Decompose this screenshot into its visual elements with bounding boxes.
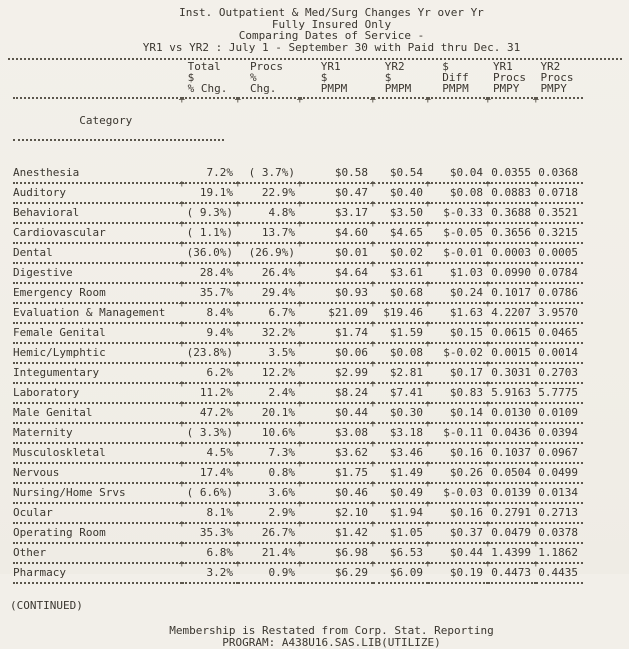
cell-category: Emergency Room — [13, 283, 182, 303]
cell-procs-pct-chg: 20.1% + — [238, 403, 300, 423]
cell-total-pct-chg: (23.8%) + — [182, 343, 238, 363]
cell-yr1-procs-pmpy: 0.0883 + — [488, 183, 536, 203]
cell-yr2-procs-pmpy: 0.3521 + — [536, 203, 583, 223]
cell-yr2-procs-pmpy: 0.0967 + — [536, 443, 583, 463]
table-row — [13, 383, 583, 403]
cell-yr2-procs-pmpy: 0.2713 + — [536, 503, 583, 523]
table-row — [13, 423, 583, 443]
cell-procs-pct-chg: 0.8% + — [238, 463, 300, 483]
cell-procs-pct-chg: 6.7% + — [238, 303, 300, 323]
cell-yr1-procs-pmpy: 0.0139 + — [488, 483, 536, 503]
cell-yr2-pmpm: $1.49 + — [373, 463, 428, 483]
col-header-procs-pct-chg — [238, 60, 300, 98]
col-header-text: YR2 $ PMPM — [384, 60, 412, 95]
cell-diff-pmpm: $-0.02 + — [428, 343, 488, 363]
cell-yr1-procs-pmpy: 0.0504 + — [488, 463, 536, 483]
cell-yr1-procs-pmpy: 0.1017 + — [488, 283, 536, 303]
cell-yr2-pmpm: $0.02 + — [373, 243, 428, 263]
cell-total-pct-chg: (36.0%) + — [182, 243, 238, 263]
cell-diff-pmpm: $-0.33 + — [428, 203, 488, 223]
cell-yr2-pmpm: $1.05 + — [373, 523, 428, 543]
cell-yr1-pmpm: $1.75 + — [300, 463, 373, 483]
table-row — [13, 443, 583, 463]
cell-yr1-procs-pmpy: 0.0436 + — [488, 423, 536, 443]
cell-total-pct-chg: 6.8% + — [182, 543, 238, 563]
cell-yr2-pmpm: $2.81 + — [373, 363, 428, 383]
cell-total-pct-chg: 6.2% + — [182, 363, 238, 383]
cell-category: Musculoskletal — [13, 443, 182, 463]
cell-diff-pmpm: $0.04 + — [428, 164, 488, 183]
category-label: Category — [79, 113, 133, 127]
table-row — [13, 363, 583, 383]
cell-yr1-procs-pmpy: 0.0015 + — [488, 343, 536, 363]
cell-total-pct-chg: 3.2% — [182, 563, 238, 583]
cell-category: Nervous — [13, 463, 182, 483]
cell-category: Pharmacy — [13, 563, 182, 583]
cell-total-pct-chg: ( 9.3%) + — [182, 203, 238, 223]
col-header-text: YR1 Procs PMPY — [492, 60, 527, 95]
cell-yr1-pmpm: $3.17 + — [300, 203, 373, 223]
cell-yr2-procs-pmpy: 0.0368 + — [536, 164, 583, 183]
cell-yr1-procs-pmpy: 1.4399 + — [488, 543, 536, 563]
report-comparing-line: Comparing Dates of Service - — [238, 29, 425, 42]
cell-yr1-procs-pmpy: 0.3656 + — [488, 223, 536, 243]
cell-category: Integumentary — [13, 363, 182, 383]
cell-procs-pct-chg: 4.8% + — [238, 203, 300, 223]
col-header-text: Total $ % Chg. — [187, 60, 228, 95]
cell-yr2-procs-pmpy: 0.0134 + — [536, 483, 583, 503]
cell-yr2-pmpm: $1.59 + — [373, 323, 428, 343]
cell-yr1-pmpm: $0.47 + — [300, 183, 373, 203]
cell-yr1-pmpm: $1.74 + — [300, 323, 373, 343]
cell-diff-pmpm: $0.14 + — [428, 403, 488, 423]
cell-procs-pct-chg: 26.7% + — [238, 523, 300, 543]
table-row — [13, 343, 583, 363]
cell-procs-pct-chg: (26.9%) + — [238, 243, 300, 263]
cell-yr1-procs-pmpy: 0.0990 + — [488, 263, 536, 283]
col-header-text: YR1 $ PMPM — [320, 60, 348, 95]
table-row — [13, 203, 583, 223]
footer-notes — [0, 625, 629, 648]
cell-yr1-procs-pmpy: 0.1037 + — [488, 443, 536, 463]
report-header — [0, 0, 629, 53]
cell-procs-pct-chg: 29.4% + — [238, 283, 300, 303]
cell-yr2-pmpm: $3.18 + — [373, 423, 428, 443]
cell-yr2-pmpm: $0.08 + — [373, 343, 428, 363]
cell-yr1-pmpm: $0.93 + — [300, 283, 373, 303]
cell-procs-pct-chg: 21.4% + — [238, 543, 300, 563]
report-table-head — [13, 60, 583, 98]
cell-total-pct-chg: 28.4% + — [182, 263, 238, 283]
cell-yr2-pmpm: $3.61 + — [373, 263, 428, 283]
cell-yr2-procs-pmpy: 0.4435 — [536, 563, 583, 583]
cell-yr1-pmpm: $0.06 + — [300, 343, 373, 363]
cell-yr2-procs-pmpy: 0.3215 + — [536, 223, 583, 243]
cell-yr1-procs-pmpy: 0.2791 + — [488, 503, 536, 523]
cell-yr2-procs-pmpy: 0.0109 + — [536, 403, 583, 423]
cell-diff-pmpm: $0.08 + — [428, 183, 488, 203]
cell-category: Anesthesia — [13, 164, 182, 183]
cell-yr1-procs-pmpy: 4.2207 + — [488, 303, 536, 323]
cell-yr1-pmpm: $2.99 + — [300, 363, 373, 383]
cell-procs-pct-chg: 2.4% + — [238, 383, 300, 403]
cell-procs-pct-chg: 12.2% + — [238, 363, 300, 383]
cell-yr1-pmpm: $4.64 + — [300, 263, 373, 283]
cell-procs-pct-chg: 10.6% + — [238, 423, 300, 443]
cell-diff-pmpm: $1.63 + — [428, 303, 488, 323]
cell-yr1-pmpm: $1.42 + — [300, 523, 373, 543]
report-table — [13, 60, 583, 584]
cell-diff-pmpm: $0.17 + — [428, 363, 488, 383]
cell-yr1-pmpm: $6.29 — [300, 563, 373, 583]
cell-diff-pmpm: $-0.01 + — [428, 243, 488, 263]
cell-yr2-pmpm: $4.65 + — [373, 223, 428, 243]
cell-yr2-pmpm: $19.46 + — [373, 303, 428, 323]
cell-yr2-procs-pmpy: 0.0718 + — [536, 183, 583, 203]
col-header-yr2-procs-pmpy — [536, 60, 583, 98]
cell-yr2-procs-pmpy: 0.2703 + — [536, 363, 583, 383]
table-row — [13, 164, 583, 183]
cell-yr1-procs-pmpy: 0.0355 + — [488, 164, 536, 183]
cell-total-pct-chg: 11.2% + — [182, 383, 238, 403]
cell-yr2-pmpm: $7.41 + — [373, 383, 428, 403]
cell-yr2-procs-pmpy: 0.0014 + — [536, 343, 583, 363]
table-row — [13, 463, 583, 483]
cell-category: Female Genital — [13, 323, 182, 343]
table-row — [13, 263, 583, 283]
cell-yr2-pmpm: $0.54 + — [373, 164, 428, 183]
cell-category: Auditory — [13, 183, 182, 203]
table-row — [13, 323, 583, 343]
table-row — [13, 223, 583, 243]
cell-total-pct-chg: 7.2% + — [182, 164, 238, 183]
cell-procs-pct-chg: ( 3.7%) + — [238, 164, 300, 183]
cell-diff-pmpm: $0.16 + — [428, 503, 488, 523]
cell-total-pct-chg: ( 1.1%) + — [182, 223, 238, 243]
cell-yr1-pmpm: $2.10 + — [300, 503, 373, 523]
table-row — [13, 283, 583, 303]
col-header-yr1-pmpm — [300, 60, 373, 98]
col-header-text: YR2 Procs PMPY — [540, 60, 574, 95]
cell-diff-pmpm: $-0.03 + — [428, 483, 488, 503]
cell-category: Maternity — [13, 423, 182, 443]
table-row — [13, 403, 583, 423]
cell-yr2-pmpm: $1.94 + — [373, 503, 428, 523]
table-row — [13, 483, 583, 503]
cell-yr1-pmpm: $3.62 + — [300, 443, 373, 463]
cell-procs-pct-chg: 22.9% + — [238, 183, 300, 203]
cell-category: Other — [13, 543, 182, 563]
cell-procs-pct-chg: 13.7% + — [238, 223, 300, 243]
report-title: Inst. Outpatient & Med/Surg Changes Yr over Yr — [179, 6, 484, 19]
cell-yr1-pmpm: $0.44 + — [300, 403, 373, 423]
cell-yr1-pmpm: $0.01 + — [300, 243, 373, 263]
cell-diff-pmpm: $-0.05 + — [428, 223, 488, 243]
cell-yr1-procs-pmpy: 0.3688 + — [488, 203, 536, 223]
table-row — [13, 243, 583, 263]
cell-procs-pct-chg: 32.2% + — [238, 323, 300, 343]
cell-total-pct-chg: 8.1% + — [182, 503, 238, 523]
cell-yr1-procs-pmpy: 0.0479 + — [488, 523, 536, 543]
col-header-category — [13, 60, 182, 98]
cell-yr2-procs-pmpy: 0.0499 + — [536, 463, 583, 483]
report-table-body — [13, 164, 583, 583]
cell-yr2-pmpm: $0.68 + — [373, 283, 428, 303]
cell-yr1-pmpm: $0.46 + — [300, 483, 373, 503]
cell-yr2-pmpm: $6.53 + — [373, 543, 428, 563]
cell-yr2-pmpm: $0.49 + — [373, 483, 428, 503]
cell-diff-pmpm: $0.44 + — [428, 543, 488, 563]
col-header-text: Procs % Chg. — [249, 60, 284, 95]
cell-procs-pct-chg: 2.9% + — [238, 503, 300, 523]
cell-yr1-pmpm: $8.24 + — [300, 383, 373, 403]
cell-yr1-pmpm: $4.60 + — [300, 223, 373, 243]
report-subtitle: Fully Insured Only — [271, 17, 392, 31]
cell-yr1-pmpm: $21.09 + — [300, 303, 373, 323]
cell-yr2-procs-pmpy: 0.0784 + — [536, 263, 583, 283]
cell-yr2-pmpm: $3.46 + — [373, 443, 428, 463]
cell-diff-pmpm: $0.19 — [428, 563, 488, 583]
table-row — [13, 503, 583, 523]
table-row — [13, 183, 583, 203]
col-header-yr1-procs-pmpy — [488, 60, 536, 98]
cell-category: Laboratory — [13, 383, 182, 403]
cell-category: Dental — [13, 243, 182, 263]
cell-diff-pmpm: $0.37 + — [428, 523, 488, 543]
cell-total-pct-chg: ( 3.3%) + — [182, 423, 238, 443]
column-header-row — [13, 60, 583, 98]
cell-procs-pct-chg: 3.5% + — [238, 343, 300, 363]
category-underline — [13, 138, 224, 141]
report-date-range: YR1 vs YR2 : July 1 - September 30 with Paid thru Dec. 31 — [142, 40, 521, 54]
cell-yr1-pmpm: $6.98 + — [300, 543, 373, 563]
cell-yr1-procs-pmpy: 0.0130 + — [488, 403, 536, 423]
cell-yr2-pmpm: $3.50 + — [373, 203, 428, 223]
cell-category: Digestive — [13, 263, 182, 283]
category-band-cell — [13, 98, 583, 164]
table-row — [13, 303, 583, 323]
cell-diff-pmpm: $0.16 + — [428, 443, 488, 463]
cell-category: Nursing/Home Srvs — [13, 483, 182, 503]
cell-category: Male Genital — [13, 403, 182, 423]
cell-total-pct-chg: 4.5% + — [182, 443, 238, 463]
cell-category: Ocular — [13, 503, 182, 523]
cell-category: Operating Room — [13, 523, 182, 543]
cell-procs-pct-chg: 3.6% + — [238, 483, 300, 503]
col-header-total-pct-chg — [182, 60, 238, 98]
cell-yr2-procs-pmpy: 3.9570 + — [536, 303, 583, 323]
cell-category: Hemic/Lymphtic — [13, 343, 182, 363]
cell-procs-pct-chg: 7.3% + — [238, 443, 300, 463]
cell-total-pct-chg: 9.4% + — [182, 323, 238, 343]
table-row — [13, 523, 583, 543]
cell-procs-pct-chg: 0.9% — [238, 563, 300, 583]
cell-diff-pmpm: $0.15 + — [428, 323, 488, 343]
cell-total-pct-chg: ( 6.6%) + — [182, 483, 238, 503]
cell-diff-pmpm: $-0.11 + — [428, 423, 488, 443]
cell-yr1-procs-pmpy: 0.3031 + — [488, 363, 536, 383]
cell-yr1-procs-pmpy: 0.0003 + — [488, 243, 536, 263]
continued-note: (CONTINUED) — [10, 598, 83, 612]
cell-total-pct-chg: 8.4% + — [182, 303, 238, 323]
cell-diff-pmpm: $0.24 + — [428, 283, 488, 303]
cell-yr2-procs-pmpy: 1.1862 + — [536, 543, 583, 563]
cell-category: Cardiovascular — [13, 223, 182, 243]
cell-yr2-procs-pmpy: 5.7775 + — [536, 383, 583, 403]
cell-yr2-pmpm: $6.09 — [373, 563, 428, 583]
cell-yr2-procs-pmpy: 0.0005 + — [536, 243, 583, 263]
cell-yr1-procs-pmpy: 0.0615 + — [488, 323, 536, 343]
table-row — [13, 543, 583, 563]
cell-diff-pmpm: $1.03 + — [428, 263, 488, 283]
col-header-text: $ Diff PMPM — [442, 60, 469, 95]
col-header-yr2-pmpm — [373, 60, 428, 98]
cell-category: Behavioral — [13, 203, 182, 223]
cell-total-pct-chg: 35.7% + — [182, 283, 238, 303]
cell-yr2-pmpm: $0.40 + — [373, 183, 428, 203]
category-band-row — [13, 98, 583, 164]
cell-yr2-procs-pmpy: 0.0394 + — [536, 423, 583, 443]
cell-diff-pmpm: $0.83 + — [428, 383, 488, 403]
cell-diff-pmpm: $0.26 + — [428, 463, 488, 483]
cell-total-pct-chg: 35.3% + — [182, 523, 238, 543]
cell-total-pct-chg: 17.4% + — [182, 463, 238, 483]
cell-yr1-pmpm: $3.08 + — [300, 423, 373, 443]
table-row — [13, 563, 583, 583]
category-band — [13, 98, 583, 164]
cell-yr2-procs-pmpy: 0.0378 + — [536, 523, 583, 543]
col-header-diff-pmpm — [428, 60, 488, 98]
cell-yr2-pmpm: $0.30 + — [373, 403, 428, 423]
cell-yr1-procs-pmpy: 5.9163 + — [488, 383, 536, 403]
cell-yr1-pmpm: $0.58 + — [300, 164, 373, 183]
cell-yr2-procs-pmpy: 0.0786 + — [536, 283, 583, 303]
cell-yr1-procs-pmpy: 0.4473 — [488, 563, 536, 583]
cell-total-pct-chg: 47.2% + — [182, 403, 238, 423]
cell-total-pct-chg: 19.1% + — [182, 183, 238, 203]
cell-procs-pct-chg: 26.4% + — [238, 263, 300, 283]
program-note: PROGRAM: A438U16.SAS.LIB(UTILIZE) — [222, 635, 441, 649]
cell-category: Evaluation & Management — [13, 303, 182, 323]
cell-yr2-procs-pmpy: 0.0465 + — [536, 323, 583, 343]
membership-note: Membership is Restated from Corp. Stat. Reporting — [169, 624, 494, 637]
